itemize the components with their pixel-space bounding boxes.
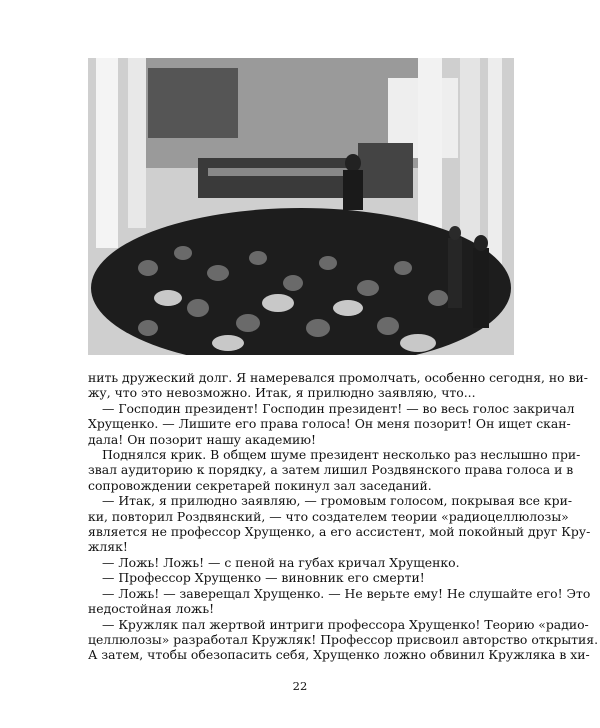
text-line: целлюлозы» разработал Кружляк! Профессор присвоил авторство открытия.: [88, 631, 599, 647]
text-line: дала! Он позорит нашу академию!: [88, 431, 317, 447]
text-line: жляк!: [88, 539, 128, 555]
text-line: — Профессор Хрущенко — виновник его смерти!: [102, 570, 425, 586]
illustration-meeting-hall: [88, 58, 514, 355]
page-number: 22: [292, 679, 308, 693]
text-line: — Ложь! — заверещал Хрущенко. — Не верьте ему! Не слушайте его! Это: [102, 585, 591, 601]
text-line: — Господин президент! Господин президент! — во весь голос закричал: [102, 400, 575, 416]
text-line: А затем, чтобы обезопасить себя, Хрущенко ложно обвинил Кружляка в хи-: [88, 647, 590, 663]
text-line: Поднялся крик. В общем шуме президент несколько раз неслышно при-: [102, 447, 581, 463]
meeting-hall-icon: [88, 58, 514, 355]
text-line: является не профессор Хрущенко, а его ассистент, мой покойный друг Кру-: [88, 524, 591, 540]
text-line: — Итак, я прилюдно заявляю, — громовым голосом, покрывая все кри-: [102, 493, 573, 509]
text-line: звал аудиторию к порядку, а затем лишил Роздвянского права голоса и в: [88, 462, 574, 478]
text-line: недостойная ложь!: [88, 601, 215, 617]
text-line: ки, повторил Роздвянский, — что создателем теории «радиоцеллюлозы»: [88, 508, 569, 524]
text-line: нить дружеский долг. Я намеревался промолчать, особенно сегодня, но ви-: [88, 370, 588, 385]
text-line: Хрущенко. — Лишите его права голоса! Он меня позорит! Он ищет скан-: [88, 416, 571, 432]
text-line: жу, что это невозможно. Итак, я прилюдно заявляю, что...: [88, 385, 476, 401]
text-line: — Ложь! Ложь! — с пеной на губах кричал Хрущенко.: [102, 554, 460, 570]
body-text: [88, 370, 599, 663]
text-line: сопровождении секретарей покинул зал заседаний.: [88, 477, 432, 493]
text-line: — Кружляк пал жертвой интриги профессора Хрущенко! Теорию «радио-: [102, 616, 589, 632]
